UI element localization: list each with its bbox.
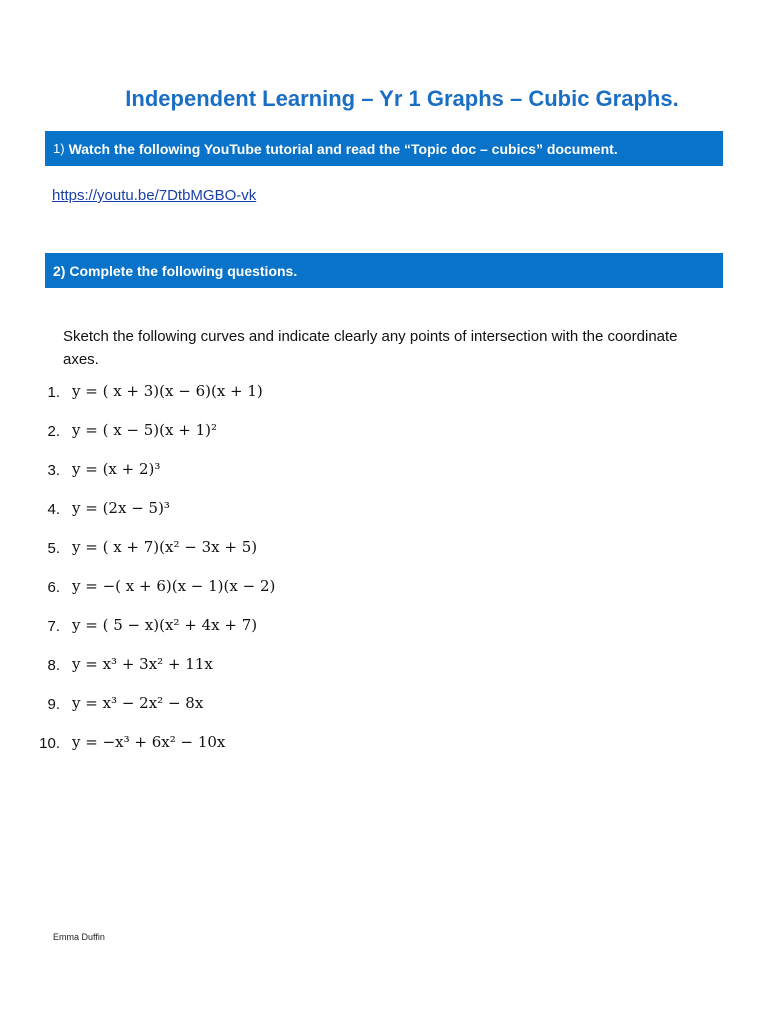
question-equation: y = ( x − 5)(x + 1)² — [72, 421, 217, 439]
question-item — [0, 733, 600, 757]
question-equation: y = (2x − 5)³ — [72, 499, 170, 517]
question-number: 6. — [47, 579, 60, 596]
question-number: 5. — [47, 540, 60, 557]
question-item — [0, 499, 600, 523]
question-item — [0, 421, 600, 445]
section-header-1 — [45, 131, 723, 166]
question-equation: y = x³ − 2x² − 8x — [72, 694, 204, 712]
instructions-text: Sketch the following curves and indicate clearly any points of intersection with the coordinate axes. — [63, 328, 678, 368]
question-item — [0, 655, 600, 679]
question-equation: y = (x + 2)³ — [72, 460, 161, 478]
section-1-number: 1) — [53, 141, 65, 156]
question-item — [0, 694, 600, 718]
youtube-link[interactable]: https://youtu.be/7DtbMGBO-vk — [52, 187, 257, 204]
question-number: 10. — [39, 735, 60, 752]
question-number: 3. — [47, 462, 60, 479]
section-header-2 — [45, 253, 723, 288]
question-item — [0, 616, 600, 640]
page-title: Independent Learning – Yr 1 Graphs – Cubic Graphs. — [125, 86, 679, 111]
question-equation: y = ( x + 3)(x − 6)(x + 1) — [72, 382, 263, 400]
question-number: 8. — [47, 657, 60, 674]
question-number: 1. — [47, 384, 60, 401]
question-number: 2. — [47, 423, 60, 440]
question-equation: y = −x³ + 6x² − 10x — [72, 733, 226, 751]
section-1-text: Watch the following YouTube tutorial and read the “Topic doc – cubics” document. — [68, 140, 618, 157]
question-equation: y = ( x + 7)(x² − 3x + 5) — [72, 538, 258, 556]
question-equation: y = −( x + 6)(x − 1)(x − 2) — [72, 577, 276, 595]
question-item — [0, 460, 600, 484]
section-2-text: 2) Complete the following questions. — [53, 262, 298, 279]
question-number: 7. — [47, 618, 60, 635]
question-item — [0, 538, 600, 562]
question-equation: y = x³ + 3x² + 11x — [72, 655, 213, 673]
author-footer: Emma Duffin — [53, 932, 105, 942]
question-equation: y = ( 5 − x)(x² + 4x + 7) — [72, 616, 258, 634]
question-item — [0, 577, 600, 601]
question-number: 4. — [47, 501, 60, 518]
question-item — [0, 382, 600, 406]
question-number: 9. — [47, 696, 60, 713]
